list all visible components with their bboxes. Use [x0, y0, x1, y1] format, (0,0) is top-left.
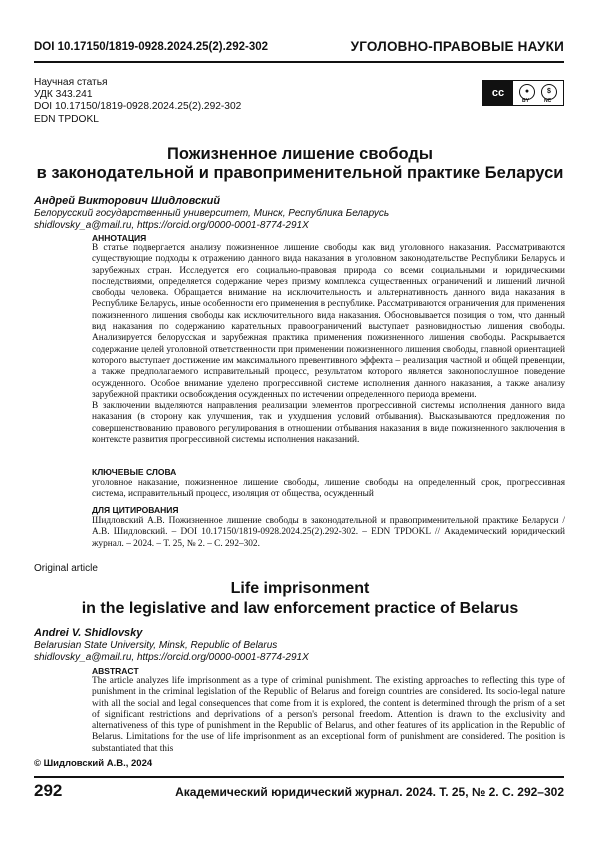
en-title	[0, 579, 600, 619]
copyright-notice: © Шидловский А.В., 2024	[34, 758, 153, 769]
ru-abstract-paragraph-1: В статье подвергается анализу пожизненное лишение свободы как вид уголовного наказания. Рассматриваются существующие подходы к отражению данного вида наказания в уголовном законодательстве Республики Беларусь и зарубежных стран. Исследуется его социально-правовая природа со всеми социальными и юридическими последствиями, определяется содержание через призму комплекса существенных ограничений и лишений личной свободы человека. Обращается внимание на исключительность и альтернативность данного вида наказания в Республике Беларусь, иные особенности его применения в республике. Рассматриваются ограничения для применения пожизненного лишения свободы как исключительного вида наказания. Обосновывается позиция о том, что данный вид наказания по содержанию карательных правоограничений выступает разновидностью лишения свободы. Анализируется белорусская и зарубежная практика применения пожизненного лишения свободы. Раскрывается содержание целей уголовной ответственности при применении пожизненного лишения свободы, главной ориентацией которого выступает достижение им максимального превентивного эффекта – реализация частной и общей превенции, а также предполагаемого исправительный процесс, результатом которого является законопослушное поведение осужденного. Особое внимание уделено прогрессивной системе исполнения данного наказания, а также анализу зарубежной практики освобождения осужденных по истечении определенного периода времени.	[92, 243, 565, 400]
header-doi: DOI 10.17150/1819-0928.2024.25(2).292-302	[34, 41, 269, 53]
nc-label: NC	[544, 98, 552, 104]
nc-icon: $	[541, 84, 557, 100]
en-abstract: The article analyzes life imprisonment as a type of criminal punishment. The existing approaches to reflecting this type of punishment in the criminal legislation of the Republic of Belarus and foreign countries are considered. Its socio-legal nature with all the social and legal consequences that come from it is explored, the content is determined through the prism of a set of significant restrictions and deprivations of a person's personal freedom. Attention is drawn to the exclusivity and alternativeness of this type of punishment in the Republic of Belarus, and other features of its application in the Republic of Belarus. Limitations for the use of life imprisonment as an exceptional form of punishment are considered. The position is substantiated that this	[92, 676, 565, 754]
udk-code: УДК 343.241	[34, 89, 93, 101]
edn-code: EDN TPDOKL	[34, 113, 99, 125]
ru-abstract-paragraph-2: В заключении выделяются направления реализации элементов прогрессивной системы исполнения данного вида наказания (в сторону как улучшения, так и ухудшения условий отбывания). Высказываются предложения по совершенствованию правового регулирования в отношении отбывания наказания в виде пожизненного заключения в контексте развития прогрессивной системы исполнения наказаний.	[92, 401, 565, 446]
footer-journal-citation: Академический юридический журнал. 2024. Т. 25, № 2. С. 292–302	[175, 785, 564, 799]
original-article-label: Original article	[34, 563, 98, 574]
ru-abstract	[92, 243, 565, 446]
ru-citation: Шидловский А.В. Пожизненное лишение свободы в законодательной и правоприменительной практике Беларуси / А.В. Шидловский. – DOI 10.17150/1819-0928.2024.25(2).292-302. – EDN TPDOKL // Академический юридический журнал. – 2024. – Т. 25, № 2. – С. 292–302.	[92, 516, 565, 549]
by-icon: ●	[519, 84, 535, 100]
ru-keywords-heading: КЛЮЧЕВЫЕ СЛОВА	[92, 467, 177, 477]
en-title-line2: in the legislative and law enforcement practice of Belarus	[81, 600, 519, 617]
by-label: BY	[522, 98, 529, 104]
en-contact: shidlovsky_a@mail.ru, https://orcid.org/0000-0001-8774-291X	[34, 652, 309, 663]
ru-title-line1: Пожизненное лишение свободы	[167, 145, 433, 163]
en-affiliation: Belarusian State University, Minsk, Republic of Belarus	[34, 640, 278, 651]
header-section-title: УГОЛОВНО-ПРАВОВЫЕ НАУКИ	[350, 39, 564, 54]
meta-doi: DOI 10.17150/1819-0928.2024.25(2).292-302	[34, 101, 242, 113]
ru-author: Андрей Викторович Шидловский	[34, 195, 221, 207]
ru-contact: shidlovsky_a@mail.ru, https://orcid.org/0000-0001-8774-291X	[34, 220, 309, 231]
article-meta	[34, 77, 241, 126]
ru-affiliation: Белорусский государственный университет, Минск, Республика Беларусь	[34, 208, 390, 219]
cc-license-icon	[482, 80, 564, 106]
ru-title-line2: в законодательной и правоприменительной практике Беларуси	[36, 164, 564, 182]
en-abstract-heading: ABSTRACT	[92, 666, 139, 676]
ru-title	[0, 145, 600, 183]
ru-citation-heading: ДЛЯ ЦИТИРОВАНИЯ	[92, 505, 179, 515]
page-number: 292	[34, 781, 63, 800]
en-author: Andrei V. Shidlovsky	[34, 627, 143, 639]
footer-rule	[34, 776, 564, 778]
ru-abstract-heading: АННОТАЦИЯ	[92, 233, 147, 243]
header-rule	[34, 61, 564, 63]
article-type: Научная статья	[34, 77, 108, 88]
ru-keywords: уголовное наказание, пожизненное лишение свободы, лишение свободы на определенный срок, прогрессивная система, исправительный процесс, изоляция от общества, осужденный	[92, 478, 565, 500]
cc-mark: cc	[483, 81, 513, 105]
en-title-line1: Life imprisonment	[230, 580, 370, 597]
